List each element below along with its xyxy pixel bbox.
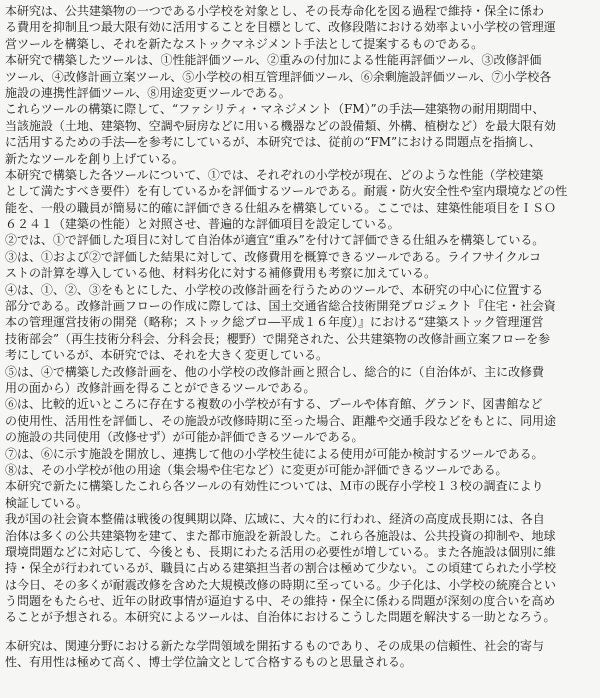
text-line: 性、有用性は極めて高く、博士学位論文として合格するものと思量される。: [5, 655, 412, 670]
text-line: ６２４１（建築の性能）と対照させ、普遍的な評価項目を設定している。: [5, 217, 400, 232]
paragraph: [5, 101, 594, 167]
text-line: の使用性、活用性を評価し、その施設が改修時期に至った場合、距離や交通手段などをもとに、同用途: [5, 413, 557, 428]
text-line: 部分である。改修計画フローの作成に際しては、国土交通省総合技術開発プロジェクト『住宅・社会資: [5, 299, 556, 314]
text-line: の施設の共同使用（改修せず）が可能か評価できるツールである。: [5, 430, 364, 445]
text-line: ることが予想される。本研究によるツールは、自治体におけるこうした問題を解決する一助となろう。: [5, 610, 556, 625]
text-line: 新たなツールを創り上げている。: [5, 151, 184, 166]
text-line: る費用を抑制且つ最大限有効に活用することを目標として、改修段階における効率よい小学校の管理運: [5, 20, 556, 35]
text-line: 能を、一般の職員が簡易に的確に評価できる仕組みを構築している。ここでは、建築性能項目をＩＳＯ: [5, 200, 557, 215]
text-line: 持・保全が行われているが、職員に占める建築担当者の割合は極めて少ない。この頃建てられた小学校: [5, 561, 557, 576]
text-line: に活用するための手法―を参考にしているが、本研究では、従前の“FM”における問題点を指摘し、: [5, 135, 541, 150]
paragraph: [5, 3, 594, 52]
text-line: 本研究は、公共建築物の一つである小学校を対象とし、その長寿命化を図る過程で維持・保全に係わ: [5, 4, 545, 18]
paragraph: [5, 232, 594, 248]
text-line: 本研究で構築した各ツールについて、①では、それぞれの小学校が現在、どのような性能（学校建築: [5, 167, 544, 182]
text-line: 検証している。: [5, 495, 89, 510]
paragraph: [5, 249, 594, 282]
text-line: 施設の連携性評価ツール、⑧用途変更ツールである。: [5, 85, 291, 100]
paragraph: [5, 282, 594, 364]
paragraph: [5, 462, 594, 478]
paragraph: [5, 478, 594, 511]
text-line: 環境問題などに対応して、今後とも、長期にわたる活用の必要性が増している。また各施設は個別に維: [5, 544, 556, 559]
text-line: として満たすべき要件）を有しているかを評価するツールである。耐震・防火安全性や室内環境などの性: [5, 184, 568, 199]
text-line: 治体は多くの公共建築物を建て、また都市施設を新設した。これら各施設は、公共投資の抑制や、地球: [5, 528, 556, 543]
paragraph: [5, 167, 594, 233]
paragraph: [5, 52, 594, 101]
text-line: ツール、④改修計画立案ツール、⑤小学校の相互管理評価ツール、⑥余剰施設評価ツール、⑦小学校各: [5, 69, 552, 84]
text-line: ⑧は、その小学校が他の用途（集会場や住宅など）に変更が可能か評価できるツールである。: [5, 462, 508, 477]
text-line: う問題をもたらせ、近年の財政事情が逼迫する中、その維持・保全に係わる問題が深刻の度合いを高め: [5, 594, 556, 609]
paragraph: [5, 446, 594, 462]
text-line: 営ツールを構築し、それを新たなストックマネジメント手法として提案するものである。: [5, 36, 484, 51]
text-line: これらツールの構築に際して、“ファシリティ・マネジメント（FM）”の手法―建築物の耐用期間中、: [5, 102, 545, 117]
text-line: ④は、①、②、③をもとにした、小学校の改修計画を行うためのツールで、本研究の中心に位置する: [5, 282, 544, 297]
text-line: ②では、①で評価した項目に対して自治体が適宜“重み”を付けて評価できる仕組みを構築している。: [5, 233, 545, 248]
text-line: 技術部会”（再生技術分科会、分科会長；櫻野）で開発された、公共建築物の改修計画立案フローを参: [5, 331, 551, 346]
text-line: 本研究は、関連分野における新たな学問領域を開拓するものであり、その成果の信頼性、社会的寄与: [5, 638, 545, 653]
text-line: ⑤は、④で構築した改修計画を、他の小学校の改修計画と照合し、総合的に（自治体が、主に改修費: [5, 364, 545, 379]
paragraph: [5, 511, 594, 626]
text-line: 我が国の社会資本整備は戦後の復興期以降、広域に、大々的に行われ、経済の高度成長期には、各自: [5, 512, 545, 527]
paragraph-gap: [5, 626, 594, 638]
text-line: 本の管理運営技術の開発（略称；ストック総プロ―平成１６年度）』における“建築ストック管理運営: [5, 315, 544, 330]
text-line: ストの計算を導入している他、材料劣化に対する補修費用も考察に加えている。: [5, 266, 437, 281]
paragraph: [5, 396, 594, 445]
text-line: 用の面から）改修計画を得ることができるツールである。: [5, 380, 316, 395]
text-line: 当該施設（土地、建築物、空調や厨房などに用いる機器などの設備類、外構、植樹など）を最大限有効: [5, 118, 557, 133]
text-line: ⑦は、⑥に示す施設を開放し、連携して他の小学校生徒による使用が可能か検討するツールである。: [5, 446, 544, 461]
text-line: 本研究で新たに構築したこれら各ツールの有効性については、Ｍ市の既存小学校１３校の調査により: [5, 479, 544, 494]
text-line: 考にしているが、本研究では、それを大きく変更している。: [5, 348, 329, 363]
text-line: ⑥は、比較的近いところに存在する複数の小学校が有する、プールや体育館、グランド、図書館など: [5, 397, 543, 412]
paragraph: [5, 638, 594, 671]
text-line: 本研究で構築したツールは、①性能評価ツール、②重みの付加による性能再評価ツール、③改修評価: [5, 53, 542, 68]
text-line: ③は、①および②で評価した結果に対して、改修費用を概算できるツールである。ライフサイクルコ: [5, 249, 542, 264]
text-line: は今日、その多くが耐震改修を含めた大規模改修の時期に至っている。少子化は、小学校の統廃合とい: [5, 577, 557, 592]
paragraph: [5, 364, 594, 397]
